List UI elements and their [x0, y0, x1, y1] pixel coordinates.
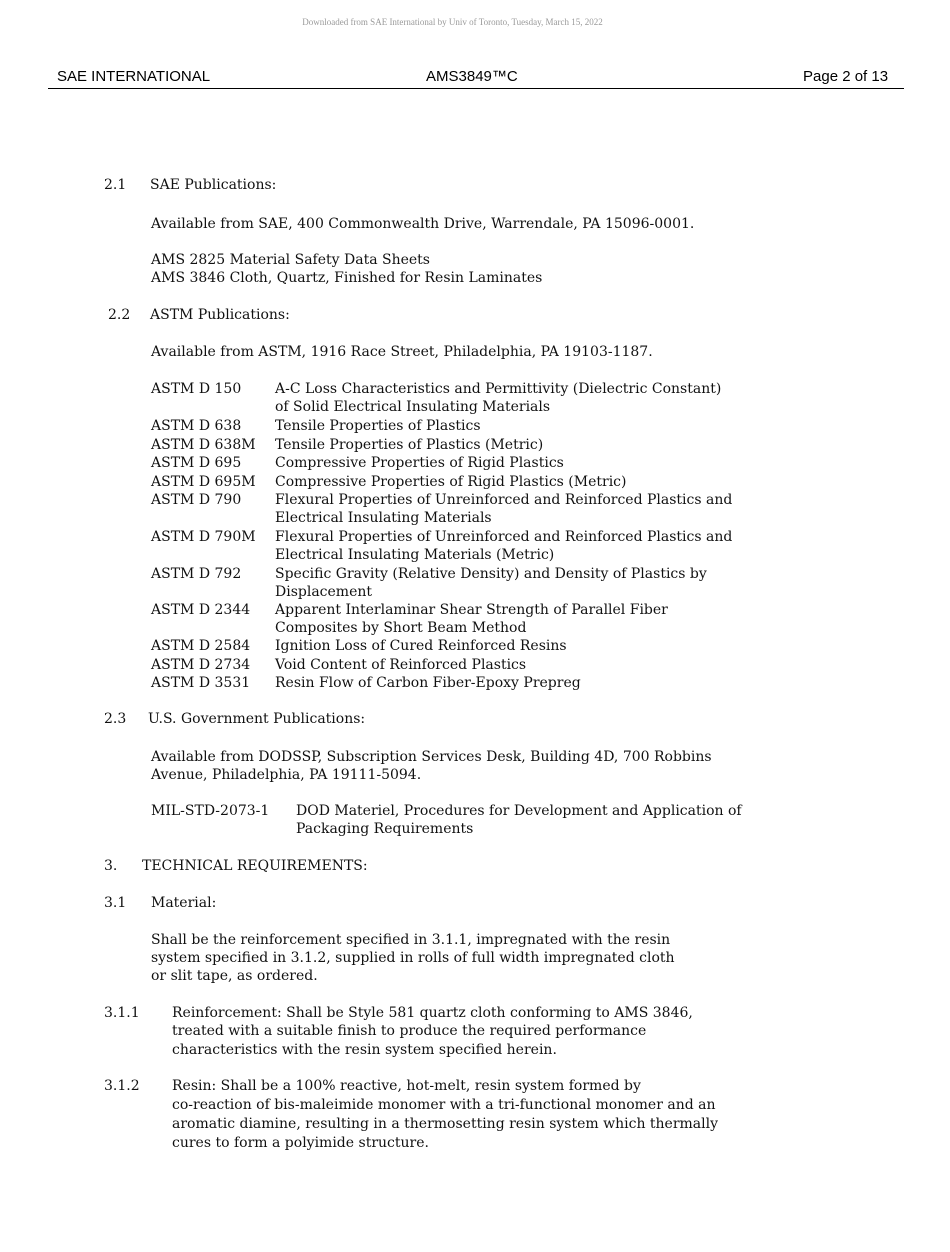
section-title: ASTM Publications:: [150, 307, 290, 323]
header-doc-id: AMS3849™C: [426, 68, 518, 85]
astm-title: Ignition Loss of Cured Reinforced Resins: [275, 638, 567, 654]
reference-line: AMS 3846 Cloth, Quartz, Finished for Resin Laminates: [151, 270, 543, 286]
astm-title: Flexural Properties of Unreinforced and Reinforced Plastics and: [275, 529, 733, 545]
astm-title: Apparent Interlaminar Shear Strength of Parallel Fiber: [275, 602, 668, 618]
astm-title: Compressive Properties of Rigid Plastics: [275, 455, 564, 471]
mil-std-title: DOD Materiel, Procedures for Development and Application of: [296, 803, 742, 819]
astm-title: Tensile Properties of Plastics: [275, 418, 481, 434]
astm-title: Compressive Properties of Rigid Plastics (Metric): [275, 474, 627, 490]
header-page-number: Page 2 of 13: [803, 68, 889, 85]
astm-code: ASTM D 150: [151, 381, 242, 397]
availability-text: Available from ASTM, 1916 Race Street, Philadelphia, PA 19103-1187.: [151, 344, 653, 360]
paragraph-line: cures to form a polyimide structure.: [172, 1135, 429, 1151]
section-number: 2.1: [104, 177, 127, 193]
astm-code: ASTM D 790: [151, 492, 242, 508]
astm-code: ASTM D 790M: [151, 529, 256, 545]
section-title: Material:: [151, 895, 217, 911]
paragraph-line: co-reaction of bis-maleimide monomer with a tri-functional monomer and an: [172, 1097, 716, 1113]
section-title: U.S. Government Publications:: [148, 711, 366, 727]
astm-title-cont: Displacement: [275, 584, 373, 600]
section-number: 3.1: [104, 895, 127, 911]
astm-code: ASTM D 695M: [151, 474, 256, 490]
astm-code: ASTM D 3531: [151, 675, 251, 691]
header-org: SAE INTERNATIONAL: [57, 68, 211, 85]
paragraph-line: or slit tape, as ordered.: [151, 968, 318, 984]
astm-title-cont: Electrical Insulating Materials: [275, 510, 492, 526]
astm-title-cont: Composites by Short Beam Method: [275, 620, 527, 636]
astm-title: Void Content of Reinforced Plastics: [275, 657, 527, 673]
paragraph-line: aromatic diamine, resulting in a thermosetting resin system which thermally: [172, 1116, 719, 1132]
section-title: SAE Publications:: [150, 177, 277, 193]
paragraph-line: characteristics with the resin system specified herein.: [172, 1042, 557, 1058]
mil-std-code: MIL-STD-2073-1: [151, 803, 270, 819]
availability-text: Available from DODSSP, Subscription Services Desk, Building 4D, 700 Robbins: [151, 749, 712, 765]
paragraph-line: Shall be the reinforcement specified in 3.1.1, impregnated with the resin: [151, 932, 671, 948]
astm-title: A-C Loss Characteristics and Permittivity (Dielectric Constant): [275, 381, 722, 397]
header-rule: [48, 88, 904, 89]
astm-title-cont: of Solid Electrical Insulating Materials: [275, 399, 551, 415]
astm-code: ASTM D 638M: [151, 437, 256, 453]
astm-code: ASTM D 638: [151, 418, 242, 434]
reference-line: AMS 2825 Material Safety Data Sheets: [151, 252, 430, 268]
section-title: TECHNICAL REQUIREMENTS:: [142, 858, 368, 874]
section-number: 3.1.1: [104, 1005, 140, 1021]
download-notice: Downloaded from SAE International by Univ of Toronto, Tuesday, March 15, 2022: [302, 17, 603, 27]
astm-title: Resin Flow of Carbon Fiber-Epoxy Prepreg: [275, 675, 581, 691]
astm-code: ASTM D 2584: [151, 638, 251, 654]
paragraph-line: Resin: Shall be a 100% reactive, hot-melt, resin system formed by: [172, 1078, 641, 1094]
astm-title: Tensile Properties of Plastics (Metric): [275, 437, 544, 453]
availability-text: Avenue, Philadelphia, PA 19111-5094.: [151, 767, 422, 783]
paragraph-line: treated with a suitable finish to produce the required performance: [172, 1023, 647, 1039]
astm-title-cont: Electrical Insulating Materials (Metric): [275, 547, 555, 563]
section-number: 3.1.2: [104, 1078, 140, 1094]
section-number: 3.: [104, 858, 118, 874]
astm-title: Specific Gravity (Relative Density) and Density of Plastics by: [275, 566, 707, 582]
section-number: 2.3: [104, 711, 127, 727]
availability-text: Available from SAE, 400 Commonwealth Drive, Warrendale, PA 15096-0001.: [151, 216, 695, 232]
paragraph-line: Reinforcement: Shall be Style 581 quartz cloth conforming to AMS 3846,: [172, 1005, 693, 1021]
section-number: 2.2: [108, 307, 131, 323]
mil-std-title-cont: Packaging Requirements: [296, 821, 474, 837]
astm-code: ASTM D 792: [151, 566, 242, 582]
paragraph-line: system specified in 3.1.2, supplied in rolls of full width impregnated cloth: [151, 950, 675, 966]
astm-code: ASTM D 695: [151, 455, 242, 471]
astm-code: ASTM D 2344: [151, 602, 251, 618]
astm-code: ASTM D 2734: [151, 657, 251, 673]
astm-title: Flexural Properties of Unreinforced and Reinforced Plastics and: [275, 492, 733, 508]
